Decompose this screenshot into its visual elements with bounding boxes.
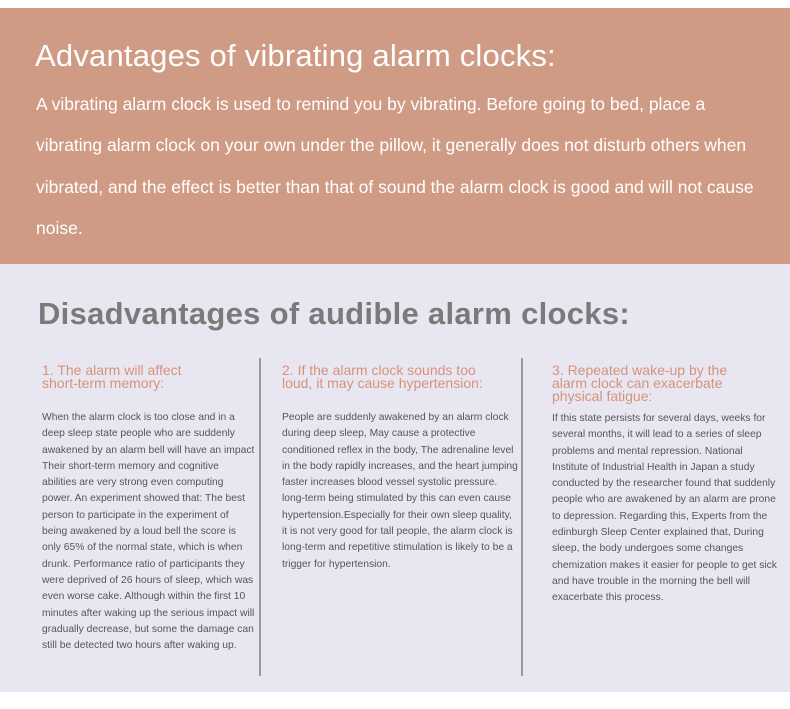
column-3-body: If this state persists for several days, weeks for several months, it will lead to a series of sleep problems and mental repression. National Institute of Industrial Health in Japan a study conducted by the researcher found that suddenly people who are awakened by an alarm are prone to depression. Regarding this, Experts from the edinburgh Sleep Center explained that, During sleep, the body undergoes some changes chemization makes it easier for people to get sick and have trouble in the morning the bell will exacerbate this process.: [552, 413, 777, 604]
disadvantage-column-2: [282, 364, 518, 573]
advantages-text: A vibrating alarm clock is used to remind you by vibrating. Before going to bed, place a vibrating alarm clock on your own under the pillow, it generally does not disturb others when vibrated, and the effect is better than that of sound the alarm clock is good and will not cause noise.: [36, 94, 754, 238]
column-divider: [521, 358, 523, 676]
disadvantage-column-1: [42, 364, 256, 654]
disadvantages-title: Disadvantages of audible alarm clocks:: [38, 296, 630, 331]
column-3-title: 3. Repeated wake-up by the alarm clock can exacerbate physical fatigue:: [552, 362, 728, 404]
disadvantage-column-3: [552, 364, 778, 607]
column-2-body: People are suddenly awakened by an alarm clock during deep sleep, May cause a protective conditioned reflex in the body, The adrenaline level in the body rapidly increases, and the heart jumping faster increases blood vessel systolic pressure. long-term being stimulated by this can even cause hypertension.Especially for their own sleep quality, it is not very good for tall people, the alarm clock is long-term and repetitive stimulation is likely to be a trigger for hypertension.: [282, 412, 518, 570]
column-2-title: 2. If the alarm clock sounds too loud, it may cause hypertension:: [282, 362, 483, 391]
advantages-title: Advantages of vibrating alarm clocks:: [35, 38, 556, 73]
column-1-title: 1. The alarm will affect short-term memory:: [42, 362, 182, 391]
column-divider: [259, 358, 261, 676]
column-1-body: When the alarm clock is too close and in a deep sleep state people who are suddenly awakened by an alarm bell will have an impact Their short-term memory and cognitive abilities are very strong even computing power. An experiment showed that: The best person to participate in the experiment of being awakened by a loud bell the score is only 65% of the normal state, which is when drunk. Performance ratio of participants they were deprived of 26 hours of sleep, which was even worse cake. Although within the first 10 minutes after waking up the serious impact will gradually decrease, but some the damage can still be detected two hours after waking up.: [42, 412, 255, 652]
